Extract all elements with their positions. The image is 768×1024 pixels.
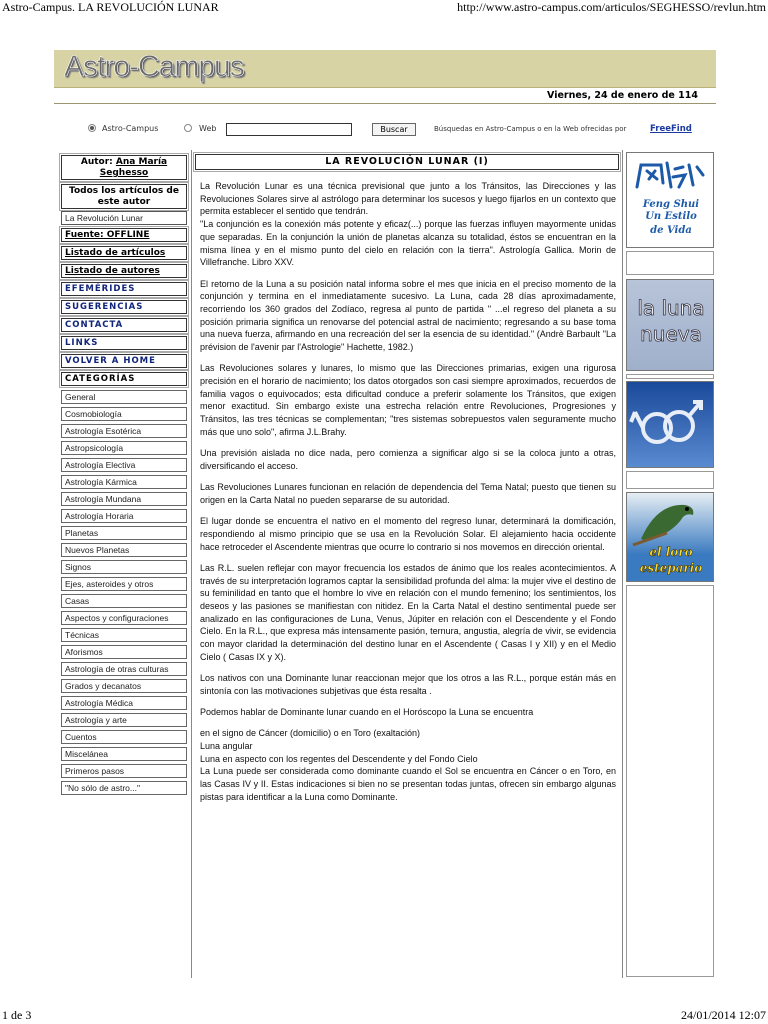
- category-link[interactable]: Astropsicología: [61, 441, 187, 455]
- category-link[interactable]: Primeros pasos: [61, 764, 187, 778]
- current-date: Viernes, 24 de enero de 114: [547, 90, 698, 101]
- article-paragraph: Las R.L. suelen reflejar con mayor frecuencia los estados de ánimo que los reales acontecimientos. A través de su interpretación logramos captar la sensibilidad profunda del alma: la mujer vive el destino de su feminilidad en tanto que el hombre lo vive en relación con el mundo femenino; los sentimientos, los deseos y las pasiones se manifiestan con nitidez. En la Carta Natal el destino sentimental puede ser analizado en las configuraciones de Luna, Venus, Júpiter en relación con el Descendente y el Fondo Cielo. En la R.L., que expresa más intensamente pasión, ternura, angustia, alegría de vivir, se evidencia con mayor claridad la determinación del destino lunar en el Ascendente ( Casas I y XII) y en el Medio Cielo ( Casas IX y X).: [200, 562, 616, 662]
- list-item: Luna en aspecto con los regentes del Descendente y del Fondo Cielo: [200, 753, 478, 764]
- print-page-number: 1 de 3: [2, 1008, 32, 1022]
- ad-el-loro[interactable]: [626, 492, 714, 582]
- category-link[interactable]: Astrología y arte: [61, 713, 187, 727]
- list-authors-link[interactable]: Listado de autores: [61, 264, 187, 278]
- nav-links[interactable]: LINKS: [61, 336, 187, 350]
- print-page-title: Astro-Campus. LA REVOLUCIÓN LUNAR: [2, 0, 219, 14]
- article-paragraph: El retorno de la Luna a su posición natal informa sobre el mes que inicia en el preciso momento de la conjunción y termina en el inmediatamente sucesivo. La Luna, cada 28 días aproximadamente, recorriendo los 360 grados del Zodíaco, regresa al punto de partida " ...el regreso del planeta a su posición primaria significa un renovarse del potencial astral de nacimiento; regresando a su base toma una nueva fuerza, afirmando en una recreación del ser la esencia de su identidad." (Andrè Barbault "La prévision de l'avenir par l'Astrologie" Hachette, 1982.): [200, 278, 616, 353]
- list-item: en el signo de Cáncer (domicilio) o en Toro (exaltación): [200, 728, 420, 739]
- category-link[interactable]: Cosmobiología: [61, 407, 187, 421]
- category-link[interactable]: Aspectos y configuraciones: [61, 611, 187, 625]
- category-link[interactable]: Casas: [61, 594, 187, 608]
- author-box: [61, 155, 187, 180]
- freefind-link[interactable]: FreeFind: [650, 124, 692, 134]
- article-link[interactable]: La Revolución Lunar: [61, 211, 187, 225]
- ad-luna-nueva-line2: nueva: [640, 322, 702, 346]
- sidebar: [59, 153, 189, 798]
- ad-divider: [626, 374, 714, 379]
- category-link[interactable]: General: [61, 390, 187, 404]
- list-articles-link[interactable]: Listado de artículos: [61, 246, 187, 260]
- nav-volver-home[interactable]: VOLVER A HOME: [61, 354, 187, 368]
- radio-site-search[interactable]: [88, 124, 96, 132]
- category-link[interactable]: Aforismos: [61, 645, 187, 659]
- search-button[interactable]: Buscar: [372, 123, 416, 136]
- nav-efemerides[interactable]: EFEMÉRIDES: [61, 282, 187, 296]
- nav-sugerencias[interactable]: SUGERENCIAS: [61, 300, 187, 314]
- list-item: Luna angular: [200, 741, 253, 752]
- category-link[interactable]: Nuevos Planetas: [61, 543, 187, 557]
- all-articles-link[interactable]: Todos los artículos de este autor: [61, 184, 187, 209]
- category-link[interactable]: Astrología Mundana: [61, 492, 187, 506]
- ad-divider: [626, 471, 714, 489]
- category-link[interactable]: Astrología Horaria: [61, 509, 187, 523]
- ad-feng-shui-line1: Feng Shui: [642, 199, 700, 210]
- site-banner: [54, 50, 716, 88]
- print-datetime: 24/01/2014 12:07: [680, 1008, 766, 1022]
- article-paragraph: Una previsión aislada no dice nada, pero comienza a significar algo si se la coloca junto a otras, diversificando el acceso.: [200, 448, 616, 471]
- search-bar: [54, 120, 716, 138]
- parrot-icon: [627, 493, 713, 553]
- article-paragraph: Las Revoluciones Lunares funcionan en relación de dependencia del Tema Natal; puesto que tienen su origen en la Carta Natal no pueden separarse de su autoridad.: [200, 482, 616, 505]
- category-link[interactable]: "No sólo de astro...": [61, 781, 187, 795]
- article-body: [200, 180, 616, 812]
- article-paragraph: Los nativos con una Dominante lunar reaccionan mejor que los otros a las R.L., porque están más en sintonía con las motivaciones subjetivas que ésta resalta .: [200, 673, 616, 696]
- article-paragraph: Las Revoluciones solares y lunares, lo mismo que las Direcciones primarias, exigen una rigurosa precisión en el horario de nacimiento; los datos otorgados son casi siempre aproximados, recuerdos de familia vagos o equivocados; esta dificultad conduce a preferir solamente los Tránsitos, que exigen menor exactitud. Sin embargo existe una estrecha relación entre Revoluciones, Progresiones y Tránsitos, las tres técnicas se complementan; "tres sistemas sobrepuestos valen seguramente mucho más que uno solo", afirma J.L.Brahy.: [200, 363, 616, 437]
- ad-feng-shui[interactable]: [626, 152, 714, 248]
- radio-site-label: Astro-Campus: [102, 124, 159, 133]
- category-link[interactable]: Astrología Médica: [61, 696, 187, 710]
- article-quote: "La conjunción es la conexión más potente y eficaz(...) porque las fuerzas influyen mayormente unidas que separadas. En la conjunción la unión de planetas alcanza su totalidad, éstos se encuentran en la misma línea y en el mismo punto del cielo en relación con la tierra". Astrología Gallica. Morin de Villefranche. Libro XXV.: [200, 219, 616, 268]
- ad-luna-nueva[interactable]: [626, 279, 714, 371]
- ad-divider: [626, 251, 714, 275]
- ad-feng-shui-line3: de Vida: [650, 225, 692, 236]
- radio-web-search[interactable]: [184, 124, 192, 132]
- site-logo[interactable]: Astro-Campus: [64, 50, 244, 83]
- category-link[interactable]: Astrología Electiva: [61, 458, 187, 472]
- author-label: Autor:: [80, 157, 113, 167]
- print-footer: [0, 1008, 768, 1024]
- categories-title: CATEGORÍAS: [61, 372, 187, 386]
- radio-web-label: Web: [199, 124, 217, 133]
- category-link[interactable]: Astrología Kármica: [61, 475, 187, 489]
- print-page-url: http://www.astro-campus.com/articulos/SEGHESSO/revlun.htm: [457, 0, 766, 14]
- category-link[interactable]: Ejes, asteroides y otros: [61, 577, 187, 591]
- print-header: [0, 0, 768, 16]
- category-link[interactable]: Técnicas: [61, 628, 187, 642]
- article-paragraph: La Revolución Lunar es una técnica previsional que junto a los Tránsitos, las Direcciones y las Revoluciones Solares sirve al astrólogo para determinar los sucesos y luego fijarlos en un contexto que permita establecer el sentido que tendrán.: [200, 181, 616, 217]
- ad-el-loro-line1: el loro: [649, 545, 693, 559]
- article-paragraph: La Luna puede ser considerada como dominante cuando el Sol se encuentra en Cáncer o en Toro, en las Casas IV y II. Estas indicaciones si bien no se presentan todas juntas, ofrecen sin embargo algunas pistas para identificar a la Luna como Dominante.: [200, 766, 616, 802]
- ad-luna-nueva-line1: la luna: [637, 296, 705, 320]
- category-link[interactable]: Astrología de otras culturas: [61, 662, 187, 676]
- category-link[interactable]: Astrología Esotérica: [61, 424, 187, 438]
- venus-mars-symbols-icon: [627, 382, 713, 467]
- ad-feng-shui-line2: Un Estilo: [645, 211, 697, 222]
- source-link[interactable]: Fuente: OFFLINE: [61, 228, 187, 242]
- category-link[interactable]: Miscelánea: [61, 747, 187, 761]
- author-link[interactable]: Ana María Seghesso: [99, 157, 168, 178]
- category-link[interactable]: Grados y decanatos: [61, 679, 187, 693]
- search-input[interactable]: [226, 123, 352, 136]
- article-paragraph: Podemos hablar de Dominante lunar cuando en el Horóscopo la Luna se encuentra: [200, 707, 534, 718]
- category-link[interactable]: Cuentos: [61, 730, 187, 744]
- category-link[interactable]: Planetas: [61, 526, 187, 540]
- search-info: Búsquedas en Astro-Campus o en la Web ofrecidas por: [434, 125, 627, 133]
- article-paragraph: El lugar donde se encuentra el nativo en el momento del regreso lunar, determinará la domificación, respondiendo al mismo principio que se usa en la Revolución Solar. El alejamiento hacia occidente hace retroceder el Ascendente mientras que ocurre lo contrario si nos movemos en dirección oriental.: [200, 516, 616, 552]
- ad-el-loro-line2: estepario: [639, 561, 703, 575]
- nav-contacta[interactable]: CONTACTA: [61, 318, 187, 332]
- dateline: [54, 89, 716, 104]
- article-title: LA REVOLUCIÓN LUNAR (I): [195, 154, 619, 170]
- category-list: [59, 390, 189, 795]
- ad-symbols[interactable]: [626, 381, 714, 468]
- right-column-empty: [626, 585, 714, 977]
- category-link[interactable]: Signos: [61, 560, 187, 574]
